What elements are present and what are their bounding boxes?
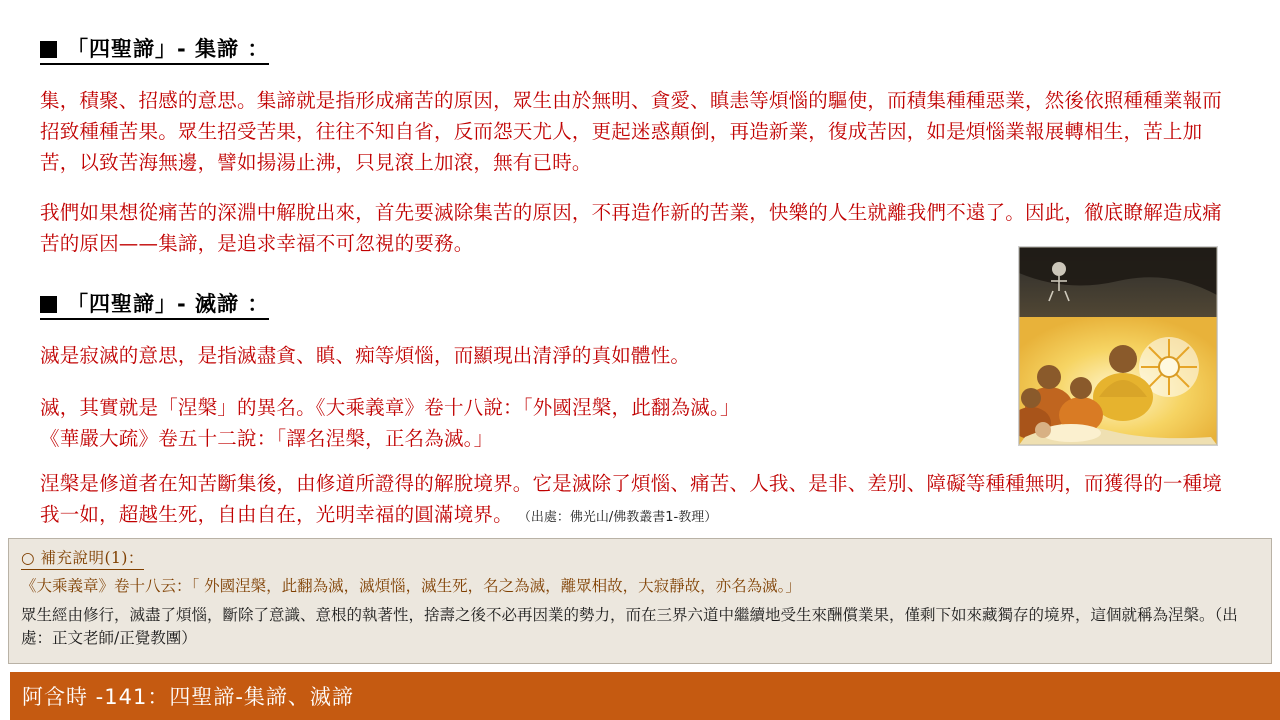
note-quote: 《大乘義章》卷十八云：「 外國涅槃，此翻為滅，滅煩惱，滅生死，名之為滅，離眾相故，大寂靜故，亦名為滅。」	[21, 577, 801, 595]
section-title-2: 「四聖諦」- 滅諦 ：	[67, 292, 270, 316]
footer-title: 阿含時 -141：四聖諦-集諦、滅諦	[22, 685, 354, 709]
section-heading-2	[40, 293, 269, 320]
paragraph-mie-di-3: 《華嚴大疏》卷五十二說：「譯名涅槃，正名為滅。」	[40, 427, 494, 450]
section-title-1: 「四聖諦」- 集諦 ：	[67, 37, 270, 61]
square-bullet-icon	[40, 296, 57, 313]
illustration-svg	[1019, 247, 1217, 445]
note-title: ○ 補充說明(1)：	[21, 546, 144, 570]
note-body: 眾生經由修行，滅盡了煩惱，斷除了意識、意根的執著性，捨壽之後不必再因業的勢力，而在三界六道中繼續地受生來酬償業果，僅剩下如來藏獨存的境界，這個就稱為涅槃。（出處：正文老師/正覺教團）	[21, 606, 1238, 647]
supplementary-note-box	[8, 538, 1272, 664]
paragraph-mie-di-4-wrap	[40, 468, 1230, 530]
paragraph-ji-di-2: 我們如果想從痛苦的深淵中解脫出來，首先要滅除集苦的原因，不再造作新的苦業，快樂的人生就離我們不遠了。因此，徹底瞭解造成痛苦的原因——集諦，是追求幸福不可忽視的要務。	[40, 201, 1223, 255]
paragraph-mie-di-2: 滅，其實就是「涅槃」的異名。《大乘義章》卷十八說：「外國涅槃，此翻為滅。」	[40, 396, 740, 419]
buddha-teaching-illustration	[1018, 246, 1218, 446]
footer-bar	[0, 672, 1280, 720]
footer-accent-bar	[0, 672, 10, 720]
paragraph-mie-di-1: 滅是寂滅的意思，是指滅盡貪、瞋、痴等煩惱，而顯現出清淨的真如體性。	[40, 344, 691, 367]
section-heading-1	[40, 38, 269, 65]
paragraph-ji-di-1: 集，積聚、招感的意思。集諦就是指形成痛苦的原因，眾生由於無明、貪愛、瞋恚等煩惱的驅使，而積集種種惡業，然後依照種種業報而招致種種苦果。眾生招受苦果，往往不知自省，反而怨天尤人，更起迷惑顛倒，再造新業，復成苦因，如是煩惱業報展轉相生，苦上加苦，以致苦海無邊，譬如揚湯止沸，只見滾上加滾，無有已時。	[40, 89, 1223, 174]
paragraph-mie-di-4: 涅槃是修道者在知苦斷集後，由修道所證得的解脫境界。它是滅除了煩惱、痛苦、人我、是非、差別、障礙等種種無明，而獲得的一種境我一如，超越生死，自由自在，光明幸福的圓滿境界。	[40, 472, 1223, 526]
source-citation-1: （出處：佛光山/佛教叢書1-教理）	[517, 510, 718, 525]
square-bullet-icon	[40, 41, 57, 58]
